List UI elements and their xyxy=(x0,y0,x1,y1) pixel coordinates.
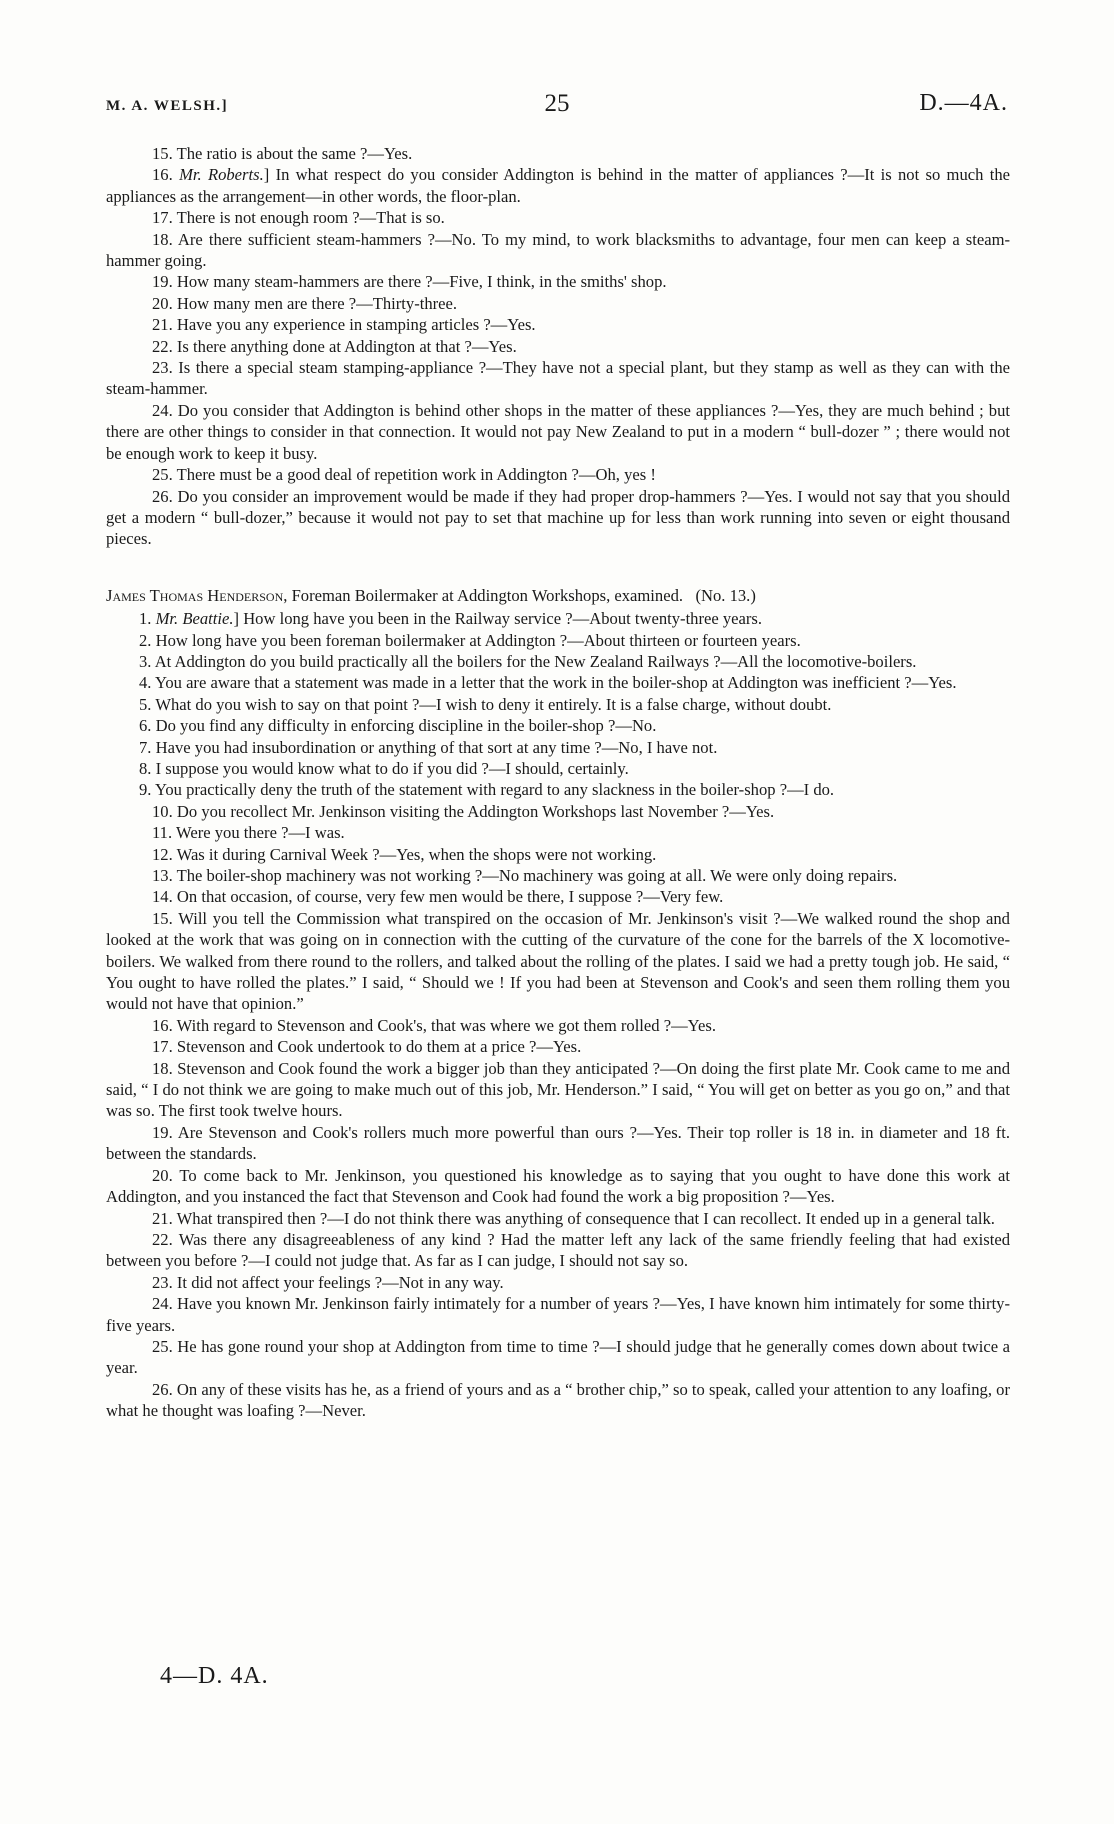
witness-heading xyxy=(106,585,1010,606)
question-number: 15. xyxy=(152,144,173,163)
question-text: With regard to Stevenson and Cook's, that was where we got them rolled ?—Yes. xyxy=(176,1015,716,1035)
question-text: Have you known Mr. Jenkinson fairly intimately for a number of years ?—Yes, I have known him intimately for some thirty-five years. xyxy=(106,1294,1010,1335)
question-text: How long have you been foreman boilermaker at Addington ?—About thirteen or fourteen years. xyxy=(155,630,801,650)
question-text: Have you had insubordination or anything of that sort at any time ?—No, I have not. xyxy=(155,737,718,757)
question-number: 23. xyxy=(152,358,173,378)
question-paragraph xyxy=(106,1036,1010,1057)
question-text: You are aware that a statement was made in a letter that the work in the boiler-shop at Addington was inefficient ?—Yes. xyxy=(155,673,957,693)
question-text: Are Stevenson and Cook's rollers much more powerful than ours ?—Yes. Their top roller is 18 in. in diameter and 18 ft. between the standards. xyxy=(106,1122,1010,1164)
question-text: Was there any disagreeableness of any kind ? Had the matter left any lack of the same friendly feeling that had existed between you before ?—I could not judge that. As far as I can judge, I should not say so. xyxy=(106,1229,1010,1271)
question-paragraph xyxy=(106,143,1010,164)
question-text: The ratio is about the same ?—Yes. xyxy=(176,144,413,163)
question-paragraph xyxy=(106,336,1010,357)
question-number: 21. xyxy=(152,1208,173,1228)
question-text: Is there a special steam stamping-appliance ?—They have not a special plant, but they stamp as well as they can with the steam-hammer. xyxy=(106,358,1010,399)
question-number: 18. xyxy=(152,1058,173,1078)
question-text: Have you any experience in stamping articles ?—Yes. xyxy=(176,315,536,335)
question-paragraph xyxy=(106,1058,1010,1122)
question-number: 13. xyxy=(152,866,173,885)
question-paragraph xyxy=(106,314,1010,335)
witness-number: (No. 13.) xyxy=(695,585,756,605)
question-number: 19. xyxy=(152,272,173,292)
page-body xyxy=(106,143,1010,1422)
question-number: 2. xyxy=(139,630,152,650)
page-number: 25 xyxy=(544,90,570,117)
question-number: 19. xyxy=(152,1122,173,1142)
question-paragraph xyxy=(106,801,1010,822)
question-paragraph xyxy=(106,357,1010,400)
question-number: 4. xyxy=(139,673,152,693)
question-paragraph: 1. Mr. Beattie.] How long have you been in the Railway service ?—About twenty-three years. xyxy=(139,609,763,629)
question-number: 1. xyxy=(139,609,152,629)
question-number: 23. xyxy=(152,1272,173,1292)
question-text: Stevenson and Cook undertook to do them at a price ?—Yes. xyxy=(176,1037,582,1057)
question-number: 26. xyxy=(152,486,173,506)
question-text: Do you consider that Addington is behind other shops in the matter of these appliances ?—Yes, they are much behind ; but there are other things to consider in that connection. It would not pay New Zealand to put in a modern “ bull-dozer ” ; there would not be enough work to keep it busy. xyxy=(106,400,1010,463)
question-text: You practically deny the truth of the statement with regard to any slackness in the boiler-shop ?—I do. xyxy=(155,780,835,800)
question-paragraph xyxy=(106,737,1010,758)
question-number: 8. xyxy=(139,758,152,778)
speaker-name: Mr. Roberts. xyxy=(179,165,264,185)
question-paragraph xyxy=(106,1208,1010,1229)
page-header xyxy=(106,90,1008,124)
question-number: 5. xyxy=(139,694,152,714)
question-paragraph xyxy=(106,672,1010,693)
question-number: 22. xyxy=(152,1229,173,1249)
question-text: There is not enough room ?—That is so. xyxy=(176,208,445,228)
question-paragraph xyxy=(106,715,1010,736)
question-paragraph: 16. Mr. Roberts.] In what respect do you consider Addington is behind in the matter of appliances ?—It is not so much the appliances as the arrangement—in other words, the floor-plan. xyxy=(106,165,1010,206)
question-text: Was it during Carnival Week ?—Yes, when the shops were not working. xyxy=(176,844,657,864)
question-number: 10. xyxy=(152,801,173,821)
speaker-name: Mr. Beattie. xyxy=(155,609,234,629)
question-paragraph xyxy=(106,865,1010,886)
question-number: 24. xyxy=(152,1294,173,1314)
witness-description: , Foreman Boilermaker at Addington Workshops, examined. xyxy=(283,585,684,605)
question-paragraph xyxy=(106,651,1010,672)
question-number: 25. xyxy=(152,465,173,485)
question-paragraph xyxy=(106,1229,1010,1272)
page-footer-signature: 4—D. 4A. xyxy=(160,1663,269,1689)
question-text: How many men are there ?—Thirty-three. xyxy=(176,293,458,313)
question-text: Stevenson and Cook found the work a bigger job than they anticipated ?—On doing the first plate Mr. Cook came to me and said, “ I do not think we are going to make much out of this job, Mr. Henderson.” I said, “ You will get on better as you go on,” and that was so. The first took twelve hours. xyxy=(106,1058,1010,1121)
testimony-section-henderson xyxy=(106,608,1010,1421)
question-text: On any of these visits has he, as a friend of yours and as a “ brother chip,” so to speak, called your attention to any loafing, or what he thought was loafing ?—Never. xyxy=(106,1379,1010,1421)
question-number: 16. xyxy=(152,1015,173,1035)
question-text: Are there sufficient steam-hammers ?—No. To my mind, to work blacksmiths to advantage, four men can keep a steam-hammer going. xyxy=(106,229,1011,271)
question-text: On that occasion, of course, very few men would be there, I suppose ?—Very few. xyxy=(176,887,724,907)
question-number: 24. xyxy=(152,400,173,420)
question-text: Is there anything done at Addington at that ?—Yes. xyxy=(176,336,517,356)
question-number: 12. xyxy=(152,844,173,864)
question-paragraph xyxy=(106,886,1010,907)
question-number: 21. xyxy=(152,315,173,335)
question-paragraph xyxy=(106,1122,1010,1165)
question-text: Were you there ?—I was. xyxy=(176,823,345,843)
question-paragraph xyxy=(106,844,1010,865)
question-text: To come back to Mr. Jenkinson, you questioned his knowledge as to saying that you ought to have done this work at Addington, and you instanced the fact that Stevenson and Cook had found the work a big proposition ?—Yes. xyxy=(106,1165,1010,1207)
question-paragraph xyxy=(106,1293,1010,1336)
question-paragraph xyxy=(106,779,1010,800)
question-paragraph xyxy=(106,1165,1010,1208)
question-text: I suppose you would know what to do if you did ?—I should, certainly. xyxy=(155,758,629,778)
question-number: 22. xyxy=(152,336,173,356)
question-paragraph xyxy=(106,207,1010,228)
question-text: At Addington do you build practically all the boilers for the New Zealand Railways ?—All the locomotive-boilers. xyxy=(154,651,917,671)
question-text: What do you wish to say on that point ?—I wish to deny it entirely. It is a false charge, without doubt. xyxy=(155,694,832,714)
question-number: 6. xyxy=(139,716,152,736)
question-text: Do you consider an improvement would be made if they had proper drop-hammers ?—Yes. I would not say that you should get a modern “ bull-dozer,” because it would not pay to set that machine up for less than work running into seven or eight thousand pieces. xyxy=(106,486,1010,549)
question-text: He has gone round your shop at Addington from time to time ?—I should judge that he generally comes down about twice a year. xyxy=(106,1336,1010,1378)
question-paragraph xyxy=(106,486,1010,550)
question-paragraph xyxy=(106,822,1010,843)
question-paragraph xyxy=(106,1272,1010,1293)
question-paragraph xyxy=(106,1336,1010,1379)
question-paragraph xyxy=(106,694,1010,715)
question-paragraph xyxy=(106,758,1010,779)
question-text: The boiler-shop machinery was not working ?—No machinery was going at all. We were only doing repairs. xyxy=(176,866,898,885)
question-paragraph xyxy=(106,630,1010,651)
question-paragraph xyxy=(106,400,1010,464)
question-number: 20. xyxy=(152,1165,173,1185)
witness-name: James Thomas Henderson xyxy=(106,585,284,605)
question-paragraph xyxy=(106,908,1010,1015)
question-text: Do you find any difficulty in enforcing discipline in the boiler-shop ?—No. xyxy=(155,716,657,736)
question-number: 15. xyxy=(152,908,173,928)
question-number: 14. xyxy=(152,887,173,907)
question-text: Will you tell the Commission what transpired on the occasion of Mr. Jenkinson's visit ?—We walked round the shop and looked at the work that was going on in connection with the cutting of the curvature of the cone for the barrels of the X locomotive-boilers. We walked from there round to the rollers, and talked about the rolling of the plates. I said we had a pretty tough job. He said, “ You ought to have rolled the plates.” I said, “ Should we ! If you had been at Stevenson and Cook's and seen them rolling them you would not have that opinion.” xyxy=(106,908,1010,1014)
question-text: How long have you been in the Railway service ?—About twenty-three years. xyxy=(243,609,763,629)
question-text: In what respect do you consider Addington is behind in the matter of appliances ?—It is not so much the appliances as the arrangement—in other words, the floor-plan. xyxy=(106,165,1010,206)
question-text: How many steam-hammers are there ?—Five, I think, in the smiths' shop. xyxy=(176,272,667,292)
question-text: There must be a good deal of repetition work in Addington ?—Oh, yes ! xyxy=(176,465,656,485)
question-text: What transpired then ?—I do not think there was anything of consequence that I can recollect. It ended up in a general talk. xyxy=(176,1208,995,1228)
testimony-section-welsh xyxy=(106,143,1010,550)
question-paragraph xyxy=(106,229,1010,272)
question-number: 18. xyxy=(152,229,173,249)
question-number: 20. xyxy=(152,293,173,313)
question-number: 9. xyxy=(139,780,152,800)
question-number: 16. xyxy=(152,165,173,185)
question-paragraph xyxy=(106,1015,1010,1036)
document-reference: D.—4A. xyxy=(919,90,1008,116)
question-text: It did not affect your feelings ?—Not in any way. xyxy=(176,1272,504,1292)
question-paragraph xyxy=(106,464,1010,485)
question-paragraph xyxy=(106,293,1010,314)
question-paragraph xyxy=(106,1379,1010,1422)
question-number: 17. xyxy=(152,1037,173,1057)
question-paragraph xyxy=(106,271,1010,292)
question-number: 25. xyxy=(152,1336,173,1356)
question-number: 7. xyxy=(139,737,152,757)
question-number: 26. xyxy=(152,1379,173,1399)
question-number: 3. xyxy=(139,651,152,671)
question-text: Do you recollect Mr. Jenkinson visiting the Addington Workshops last November ?—Yes. xyxy=(176,801,775,821)
question-number: 11. xyxy=(152,823,173,843)
header-witness-name: M. A. WELSH.] xyxy=(106,98,229,114)
question-number: 17. xyxy=(152,208,173,228)
